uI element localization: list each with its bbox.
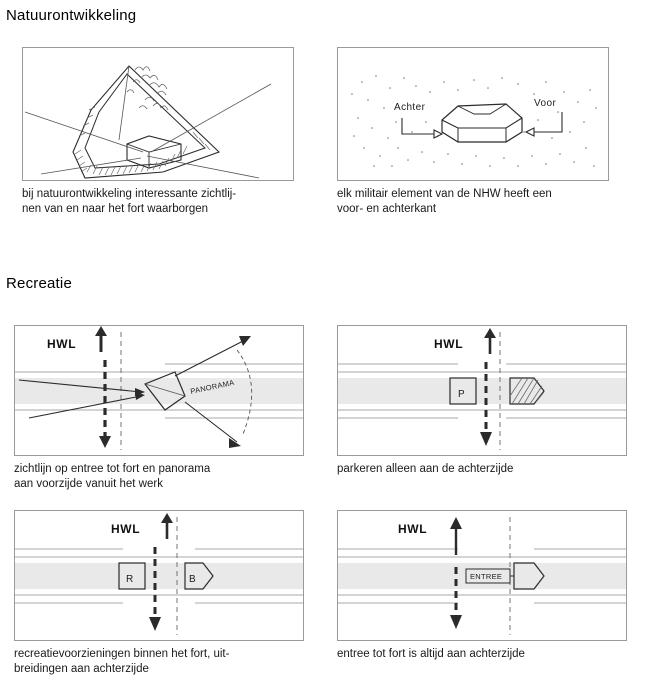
caption-line: recreatievoorzieningen binnen het fort, uit- bbox=[14, 648, 230, 660]
section-heading-recreatie: Recreatie bbox=[6, 275, 72, 292]
sketch-label-entree: ENTREE bbox=[470, 572, 503, 581]
caption-line: parkeren alleen aan de achterzijde bbox=[337, 463, 514, 475]
figure-parkeren-achterzijde bbox=[337, 325, 627, 495]
figure-caption bbox=[337, 647, 637, 662]
sketch-label-voor: Voor bbox=[534, 98, 557, 109]
caption-line: elk militair element van de NHW heeft een bbox=[337, 188, 552, 200]
sketch-fort-zichtlijnen bbox=[23, 48, 293, 180]
caption-line: aan voorzijde vanuit het werk bbox=[14, 478, 163, 490]
sketch-label-achter: Achter bbox=[394, 102, 426, 113]
figure-frame bbox=[337, 325, 627, 456]
sketch-label-parking: P bbox=[458, 389, 466, 400]
caption-line: bij natuurontwikkeling interessante zichtlij- bbox=[22, 188, 237, 200]
sketch-voor-achterkant bbox=[338, 48, 608, 180]
section-heading-natuurontwikkeling: Natuurontwikkeling bbox=[6, 7, 137, 24]
sketch-label-uitbreiding: B bbox=[189, 574, 197, 585]
figure-frame bbox=[22, 47, 294, 181]
figure-caption bbox=[14, 647, 314, 677]
sketch-parkeren bbox=[338, 326, 626, 455]
sketch-zichtlijn-panorama bbox=[15, 326, 303, 455]
figure-caption bbox=[22, 187, 322, 217]
sketch-label-hwl: HWL bbox=[111, 522, 141, 536]
figure-entree-achterzijde bbox=[337, 510, 627, 685]
figure-frame bbox=[337, 510, 627, 641]
figure-caption bbox=[337, 462, 637, 477]
figure-recreatievoorzieningen bbox=[14, 510, 304, 685]
sketch-label-hwl: HWL bbox=[398, 522, 428, 536]
sketch-label-hwl: HWL bbox=[47, 337, 77, 351]
figure-frame bbox=[14, 510, 304, 641]
sketch-label-hwl: HWL bbox=[434, 337, 464, 351]
figure-frame bbox=[337, 47, 609, 181]
caption-line: zichtlijn op entree tot fort en panorama bbox=[14, 463, 211, 475]
figure-zichtlijn-panorama bbox=[14, 325, 304, 495]
caption-line: nen van en naar het fort waarborgen bbox=[22, 203, 209, 215]
figure-frame bbox=[14, 325, 304, 456]
sketch-label-panorama: PANORAMA bbox=[189, 377, 236, 396]
sketch-recreatievoorzieningen bbox=[15, 511, 303, 640]
caption-line: breidingen aan achterzijde bbox=[14, 663, 149, 675]
sketch-label-recreatie: R bbox=[126, 574, 134, 585]
figure-caption bbox=[14, 462, 314, 492]
caption-line: voor- en achterkant bbox=[337, 203, 437, 215]
figure-zichtlijnen-fort bbox=[22, 47, 294, 222]
figure-voor-achterkant bbox=[337, 47, 609, 222]
figure-caption bbox=[337, 187, 637, 217]
sketch-entree bbox=[338, 511, 626, 640]
caption-line: entree tot fort is altijd aan achterzijde bbox=[337, 648, 525, 660]
